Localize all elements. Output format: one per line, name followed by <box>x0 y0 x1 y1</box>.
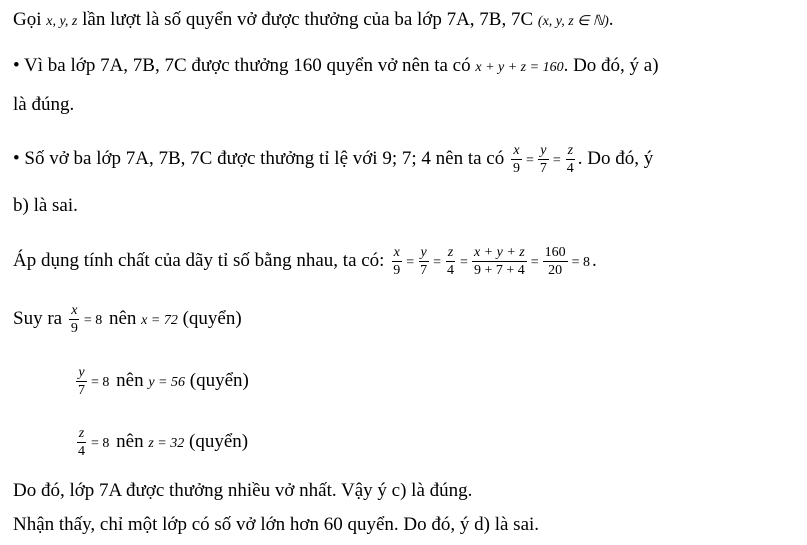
text: . Do đó, ý <box>577 147 654 169</box>
text: lần lượt là số quyển vở được thưởng của ba lớp 7A, 7B, 7C <box>77 9 538 30</box>
sum-equation: x + y + z = 160 <box>475 60 564 75</box>
statement-a-conclusion: là đúng. <box>13 94 75 115</box>
fraction: $\frac{z}{4}$ <box>566 143 574 176</box>
text: . Do đó, ý a) <box>563 55 659 76</box>
result-z-line: $\frac{z}{4}$ = 8 nên z = 32 (quyển) <box>78 426 249 459</box>
text: Áp dụng tính chất của dãy tỉ số bằng nhau, ta có: <box>13 249 390 271</box>
variables: x, y, z <box>46 14 78 29</box>
fraction: $\frac{160}{20}$ <box>544 245 566 278</box>
result-y-line: $\frac{y}{7}$ = 8 nên y = 56 (quyển) <box>78 365 249 398</box>
text: Suy ra <box>13 307 67 329</box>
fraction: $\frac{y}{7}$ <box>78 365 85 398</box>
fraction: $\frac{y}{7}$ <box>539 143 547 176</box>
fraction: $\frac{y}{7}$ <box>420 245 428 278</box>
fraction: $\frac{x}{9}$ <box>70 303 78 336</box>
text: • Số vở ba lớp 7A, 7B, 7C được thưởng tỉ lệ với 9; 7; 4 nên ta có <box>13 147 509 169</box>
intro-line <box>13 8 614 34</box>
statement-a-line <box>13 54 659 80</box>
statement-b-conclusion: b) là sai. <box>13 195 78 216</box>
ratio-property-line: Áp dụng tính chất của dãy tỉ số bằng nhau, ta có: $\frac{x}{9}$ = $\frac{y}{7}$ = $\frac{z}{4}$ = $\frac{x + y + z}{9 + 7 + 4}$ = $\frac{160}{20}$ = 8 . <box>13 245 597 278</box>
y-value: y = 56 <box>148 374 186 390</box>
x-value: x = 72 <box>141 312 178 328</box>
domain-condition: (x, y, z ∈ ℕ) <box>537 14 609 29</box>
text: Gọi <box>13 9 47 30</box>
fraction: $\frac{x + y + z}{9 + 7 + 4}$ <box>473 245 525 278</box>
result-x-line: Suy ra $\frac{x}{9}$ = 8 nên x = 72 (quyển) <box>13 303 242 336</box>
fraction: $\frac{x}{9}$ <box>512 143 520 176</box>
statement-d-conclusion: Nhận thấy, chỉ một lớp có số vở lớn hơn 60 quyển. Do đó, ý d) là sai. <box>13 514 540 535</box>
text: • Vì ba lớp 7A, 7B, 7C được thưởng 160 quyển vở nên ta có <box>13 55 476 76</box>
fraction: $\frac{z}{4}$ <box>78 426 85 459</box>
statement-c-conclusion: Do đó, lớp 7A được thưởng nhiều vở nhất. Vậy ý c) là đúng. <box>13 480 473 501</box>
fraction: $\frac{x}{9}$ <box>393 245 401 278</box>
text: . <box>608 9 614 30</box>
fraction: $\frac{z}{4}$ <box>447 245 455 278</box>
z-value: z = 32 <box>148 435 185 451</box>
statement-b-line: • Số vở ba lớp 7A, 7B, 7C được thưởng tỉ lệ với 9; 7; 4 nên ta có $\frac{x}{9}$ = $\frac{y}{7}$ = $\frac{z}{4}$ . Do đó, ý <box>13 143 654 176</box>
